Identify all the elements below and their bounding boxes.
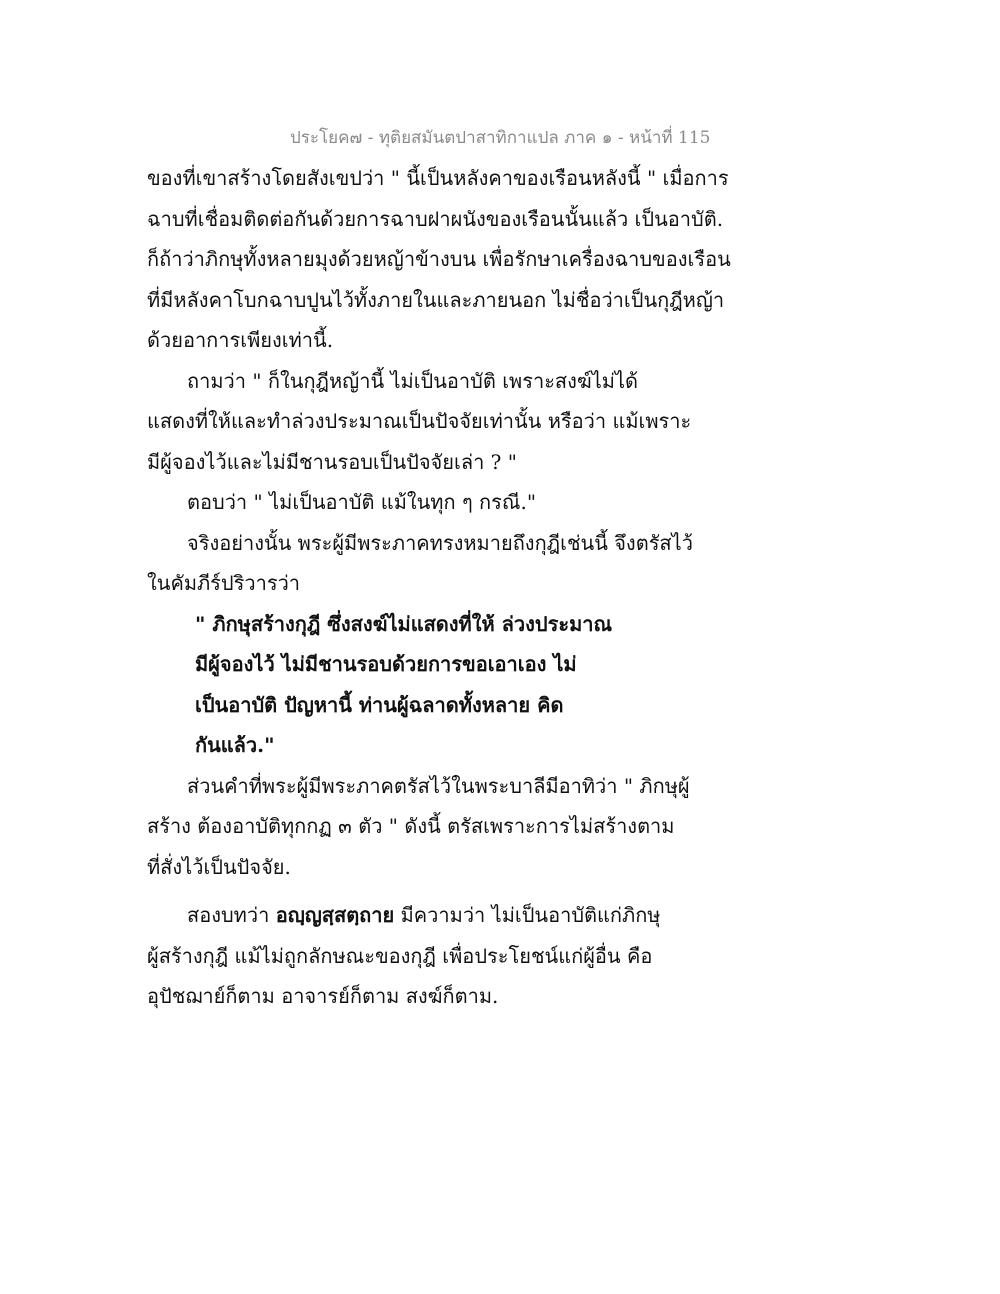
- text-segment: มีความว่า ไม่เป็นอาบัติแก่ภิกษุ: [400, 903, 661, 927]
- text-line: ก็ถ้าว่าภิกษุทั้งหลายมุงด้วยหญ้าข้างบน เพื่อรักษาเครื่องฉาบของเรือน: [147, 247, 731, 271]
- text-line: ด้วยอาการเพียงเท่านี้.: [147, 328, 334, 352]
- text-line: สร้าง ต้องอาบัติทุกกฏ ๓ ตัว " ดังนี้ ตรัสเพราะการไม่สร้างตาม: [147, 814, 675, 838]
- text-line: จริงอย่างนั้น พระผู้มีพระภาคทรงหมายถึงกุฎีเช่นนี้ จึงตรัสไว้: [187, 530, 693, 555]
- text-line: ส่วนคำที่พระผู้มีพระภาคตรัสไว้ในพระบาลีมีอาทิว่า " ภิกษุผู้: [187, 773, 690, 798]
- page-header: ประโยค๗ - ทุติยสมันตปาสาทิกาแปล ภาค ๑ - หน้าที่ 115: [290, 128, 711, 148]
- text-line: ฉาบที่เชื่อมติดต่อกันด้วยการฉาบฝาผนังของเรือนนั้นแล้ว เป็นอาบัติ.: [147, 206, 724, 231]
- text-line: [147, 895, 707, 936]
- document-body: [147, 158, 731, 1017]
- text-line: มีผู้จองไว้และไม่มีชานรอบเป็นปัจจัยเล่า ? ": [147, 449, 517, 474]
- text-line: ที่มีหลังคาโบกฉาบปูนไว้ทั้งภายในและภายนอก ไม่ชื่อว่าเป็นกุฎีหญ้า: [147, 287, 725, 312]
- quote-line: มีผู้จองไว้ ไม่มีชานรอบด้วยการขอเอาเอง ไม่: [195, 652, 577, 676]
- text-line: ผู้สร้างกุฎี แม้ไม่ถูกลักษณะของกุฎี เพื่อประโยชน์แก่ผู้อื่น คือ: [147, 943, 653, 968]
- quote-line: เป็นอาบัติ ปัญหานี้ ท่านผู้ฉลาดทั้งหลาย คิด: [195, 692, 564, 717]
- text-line: ของที่เขาสร้างโดยสังเขปว่า " นี้เป็นหลังคาของเรือนหลังนี้ " เมื่อการ: [147, 166, 729, 190]
- quote-line: กันแล้ว.": [195, 733, 275, 757]
- text-line: ในคัมภีร์ปริวารว่า: [147, 571, 301, 595]
- text-line: อุปัชฌาย์ก็ตาม อาจารย์ก็ตาม สงฆ์ก็ตาม.: [147, 984, 499, 1008]
- pali-term: อญฺญสฺสตฺถาย: [275, 903, 395, 927]
- quote-line: " ภิกษุสร้างกุฎี ซึ่งสงฆ์ไม่แสดงที่ให้ ล่วงประมาณ: [195, 611, 613, 636]
- text-line: ถามว่า " ก็ในกุฎีหญ้านี้ ไม่เป็นอาบัติ เพราะสงฆ์ไม่ได้: [187, 368, 639, 393]
- text-line: แสดงที่ให้และทำล่วงประมาณเป็นปัจจัยเท่านั้น หรือว่า แม้เพราะ: [147, 409, 692, 433]
- text-line: ตอบว่า " ไม่เป็นอาบัติ แม้ในทุก ๆ กรณี.": [187, 490, 537, 514]
- text-line: ที่สั่งไว้เป็นปัจจัย.: [147, 854, 291, 879]
- text-segment: สองบทว่า: [187, 903, 270, 927]
